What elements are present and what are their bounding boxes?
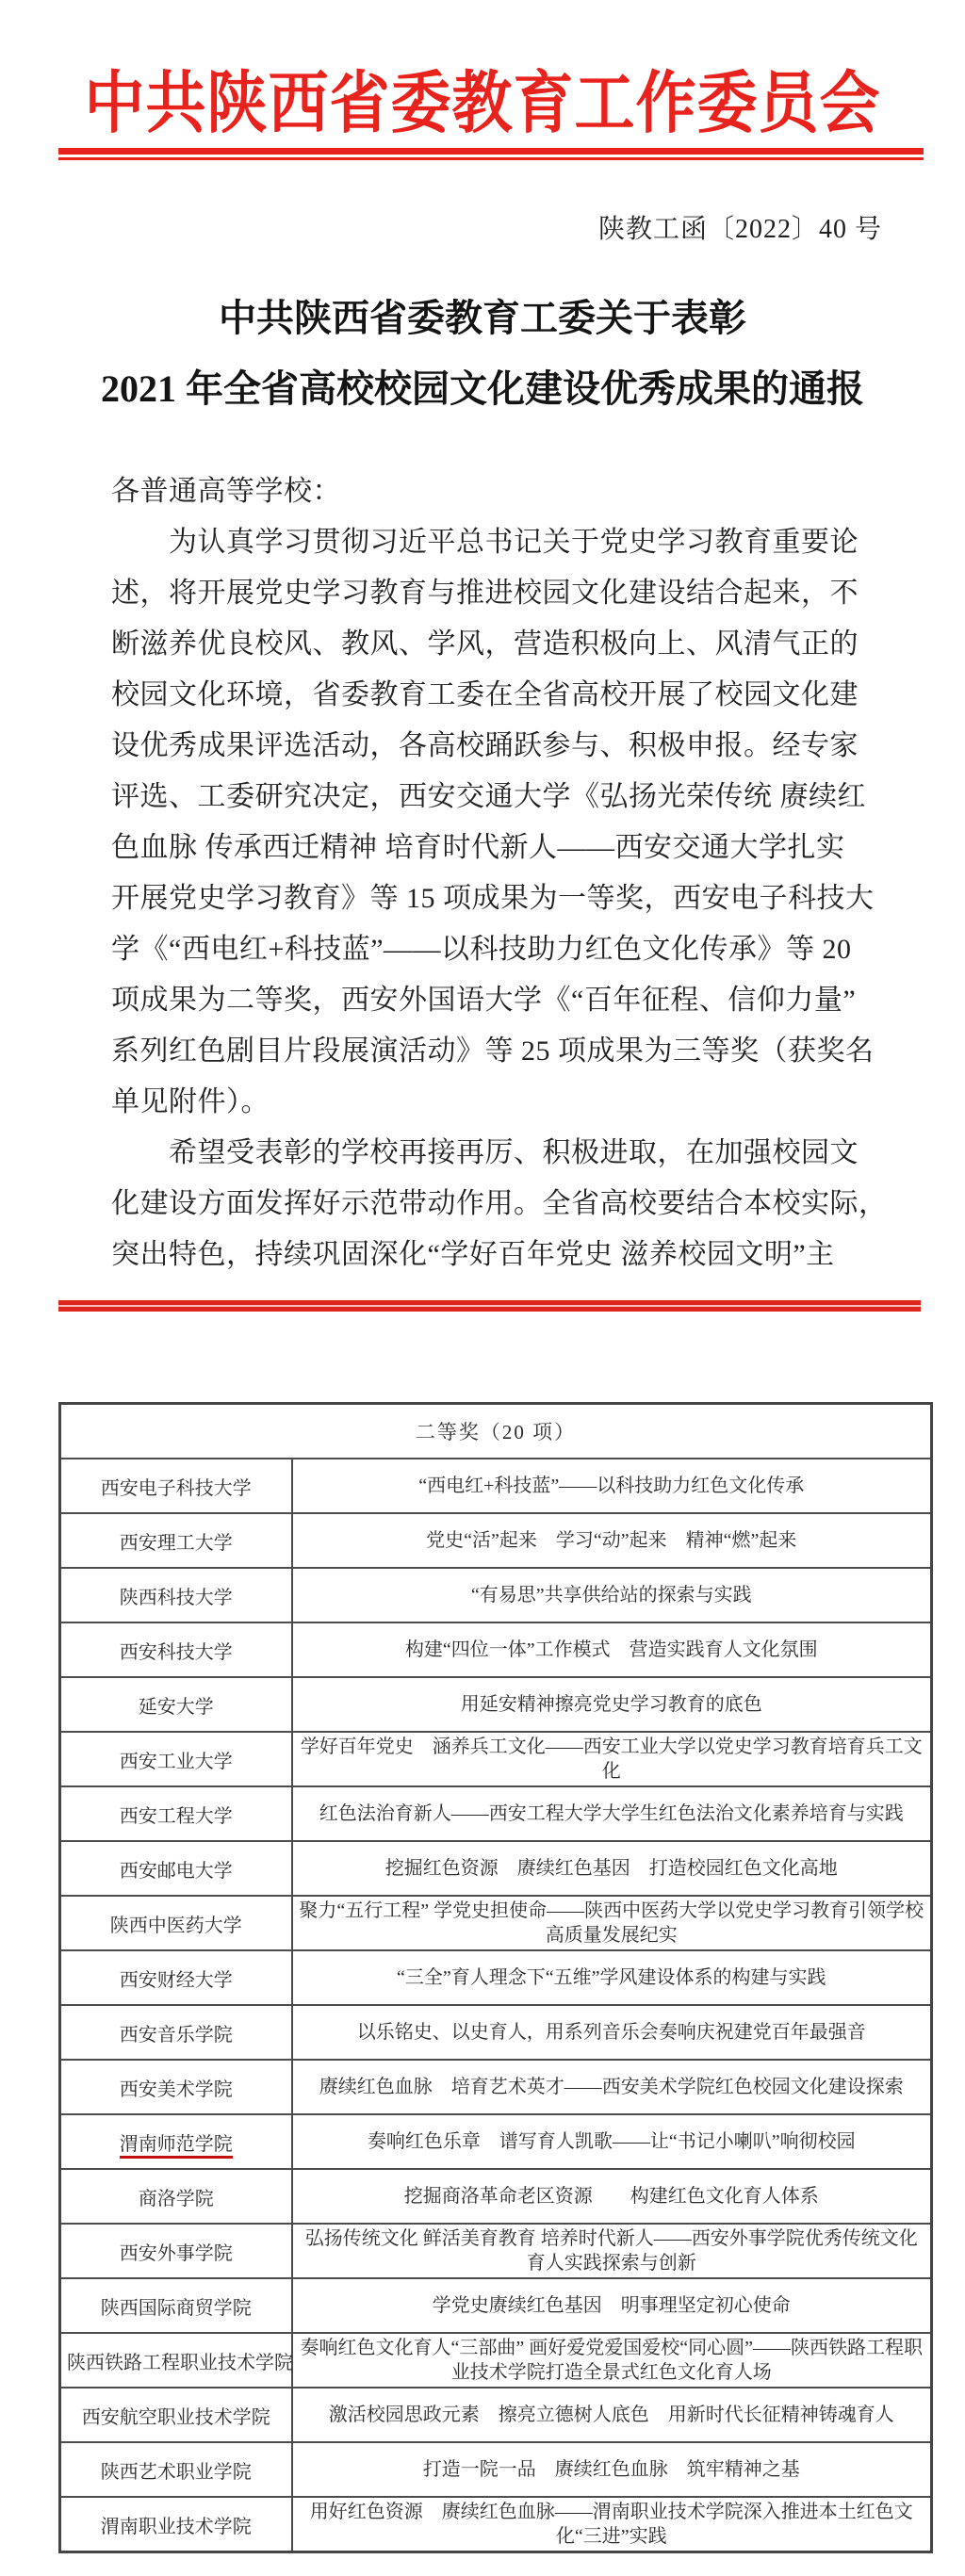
body-line: 希望受表彰的学校再接再厉、积极进取，在加强校园文 (111, 1137, 859, 1168)
achievement-cell: 用好红色资源 赓续红色血脉——渭南职业技术学院深入推进本土红色文化“三进”实践 (292, 2497, 932, 2552)
table-row (60, 2060, 932, 2114)
achievement-cell: 奏响红色乐章 谱写育人凯歌——让“书记小喇叭”响彻校园 (292, 2114, 932, 2169)
table-row (60, 2278, 932, 2333)
table-row (60, 1513, 932, 1568)
school-cell: 西安音乐学院 (60, 2005, 292, 2060)
school-cell: 西安理工大学 (60, 1513, 292, 1568)
table-row (60, 1786, 932, 1841)
achievement-cell: 激活校园思政元素 擦亮立德树人底色 用新时代长征精神铸魂育人 (292, 2388, 932, 2442)
red-rule-thick (58, 148, 924, 155)
notice-title-line1: 中共陕西省委教育工委关于表彰 (219, 297, 746, 339)
awards-table (58, 1402, 933, 2553)
notice-title (0, 283, 965, 424)
body-paragraphs (111, 466, 888, 1280)
body-line: 化建设方面发挥好示范带动作用。全省高校要结合本校实际， (111, 1188, 888, 1219)
awards-table-header: 二等奖（20 项） (60, 1404, 932, 1459)
body-line: 开展党史学习教育》等 15 项成果为一等奖，西安电子科技大 (111, 883, 875, 914)
body-line: 设优秀成果评选活动，各高校踊跃参与、积极申报。经专家 (111, 730, 859, 761)
body-line: 系列红色剧目片段展演活动》等 25 项成果为三等奖（获奖名 (111, 1035, 875, 1067)
achievement-cell: 挖掘商洛革命老区资源 构建红色文化育人体系 (292, 2169, 932, 2224)
school-cell: 西安电子科技大学 (60, 1459, 292, 1513)
school-cell: 西安航空职业技术学院 (60, 2388, 292, 2442)
table-row (60, 1950, 932, 2005)
table-row (60, 1896, 932, 1950)
achievement-cell: 赓续红色血脉 培育艺术英才——西安美术学院红色校园文化建设探索 (292, 2060, 932, 2114)
school-cell: 陕西艺术职业学院 (60, 2442, 292, 2497)
school-cell: 西安工业大学 (60, 1732, 292, 1786)
achievement-cell: 学好百年党史 涵养兵工文化——西安工业大学以党史学习教育培育兵工文化 (292, 1732, 932, 1786)
table-row (60, 1732, 932, 1786)
red-rule-thin (58, 157, 924, 160)
achievement-cell: 红色法治育新人——西安工程大学大学生红色法治文化素养培育与实践 (292, 1786, 932, 1841)
body-line: 断滋养优良校风、教风、学风，营造积极向上、风清气正的 (111, 628, 859, 660)
achievement-cell: 学党史赓续红色基因 明事理坚定初心使命 (292, 2278, 932, 2333)
body-line: 评选、工委研究决定，西安交通大学《弘扬光荣传统 赓续红 (111, 781, 866, 812)
achievement-cell: “三全”育人理念下“五维”学风建设体系的构建与实践 (292, 1950, 932, 2005)
table-row (60, 1459, 932, 1513)
achievement-cell: “有易思”共享供给站的探索与实践 (292, 1568, 932, 1622)
school-cell: 西安美术学院 (60, 2060, 292, 2114)
body-line: 项成果为二等奖，西安外国语大学《“百年征程、信仰力量” (111, 985, 857, 1016)
table-row (60, 2169, 932, 2224)
achievement-cell: 以乐铭史、以史育人，用系列音乐会奏响庆祝建党百年最强音 (292, 2005, 932, 2060)
red-rule-thick (58, 1307, 921, 1312)
table-row (60, 2388, 932, 2442)
school-cell (60, 2114, 292, 2169)
table-row (60, 2497, 932, 2552)
body-line: 述，将开展党史学习教育与推进校园文化建设结合起来，不 (111, 578, 859, 609)
body-line: 色血脉 传承西迁精神 培育时代新人——西安交通大学扎实 (111, 832, 845, 863)
achievement-cell: 聚力“五行工程” 学党史担使命——陕西中医药大学以党史学习教育引领学校高质量发展纪实 (292, 1896, 932, 1950)
body-line: 各普通高等学校： (111, 476, 341, 507)
achievement-cell: 党史“活”起来 学习“动”起来 精神“燃”起来 (292, 1513, 932, 1568)
achievement-cell: 用延安精神擦亮党史学习教育的底色 (292, 1677, 932, 1732)
table-row (60, 1841, 932, 1896)
body-line: 单见附件）。 (111, 1086, 270, 1117)
achievement-cell: “西电红+科技蓝”——以科技助力红色文化传承 (292, 1459, 932, 1513)
table-row (60, 2333, 932, 2388)
achievement-cell: 奏响红色文化育人“三部曲” 画好爱党爱国爱校“同心圆”——陕西铁路工程职业技术学院打造全景式红色文化育人场 (292, 2333, 932, 2388)
school-cell: 西安外事学院 (60, 2224, 292, 2278)
notice-title-line2: 2021 年全省高校校园文化建设优秀成果的通报 (101, 367, 864, 410)
table-row (60, 1622, 932, 1677)
letterhead-title: 中共陕西省委教育工作委员会 (84, 65, 881, 141)
school-cell: 商洛学院 (60, 2169, 292, 2224)
table-row (60, 1677, 932, 1732)
school-cell: 陕西铁路工程职业技术学院 (60, 2333, 292, 2388)
table-row (60, 2224, 932, 2278)
body-line: 学《“西电红+科技蓝”——以科技助力红色文化传承》等 20 (111, 934, 852, 965)
school-name-highlight: 渭南师范学院 (120, 2134, 233, 2159)
school-cell: 陕西科技大学 (60, 1568, 292, 1622)
table-row (60, 2005, 932, 2060)
achievement-cell: 构建“四位一体”工作模式 营造实践育人文化氛围 (292, 1622, 932, 1677)
school-cell: 延安大学 (60, 1677, 292, 1732)
school-cell: 陕西中医药大学 (60, 1896, 292, 1950)
doc-number: 陕教工函〔2022〕40 号 (597, 215, 882, 244)
body-line: 为认真学习贯彻习近平总书记关于党史学习教育重要论 (111, 527, 859, 558)
awards-table-header-row (60, 1404, 932, 1459)
body-line: 校园文化环境，省委教育工委在全省高校开展了校园文化建 (111, 679, 859, 710)
school-cell: 西安财经大学 (60, 1950, 292, 2005)
school-cell: 陕西国际商贸学院 (60, 2278, 292, 2333)
table-row (60, 2114, 932, 2169)
page-footer-red-rule (58, 1300, 921, 1312)
achievement-cell: 挖掘红色资源 赓续红色基因 打造校园红色文化高地 (292, 1841, 932, 1896)
school-cell: 西安邮电大学 (60, 1841, 292, 1896)
school-cell: 渭南职业技术学院 (60, 2497, 292, 2552)
table-row (60, 1568, 932, 1622)
achievement-cell: 弘扬传统文化 鲜活美育教育 培养时代新人——西安外事学院优秀传统文化育人实践探索与创新 (292, 2224, 932, 2278)
awards-table-body (60, 1459, 932, 2552)
table-row (60, 2442, 932, 2497)
school-cell: 西安科技大学 (60, 1622, 292, 1677)
achievement-cell: 打造一院一品 赓续红色血脉 筑牢精神之基 (292, 2442, 932, 2497)
body-line: 突出特色，持续巩固深化“学好百年党史 滋养校园文明”主 (111, 1239, 835, 1270)
letterhead-divider (58, 148, 924, 160)
school-cell: 西安工程大学 (60, 1786, 292, 1841)
